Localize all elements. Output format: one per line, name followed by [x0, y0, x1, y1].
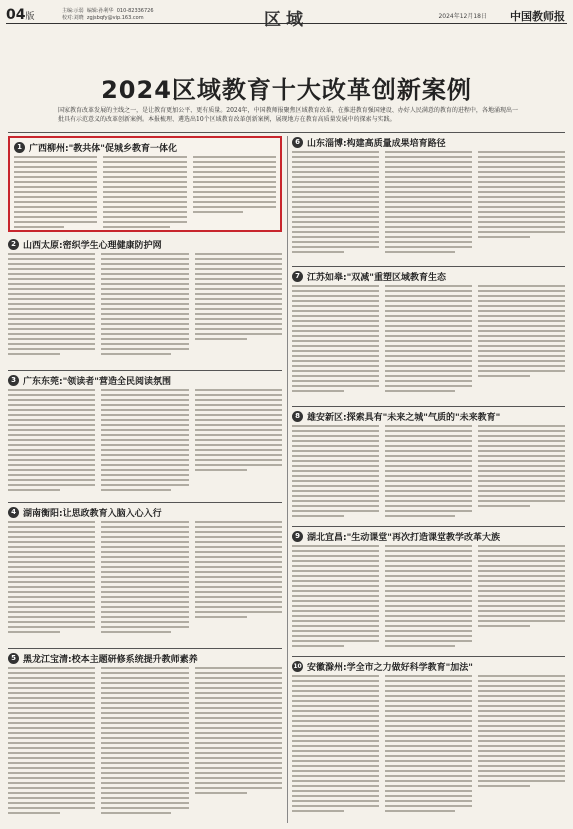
article-body — [8, 667, 282, 817]
article-title: 安徽滁州:学全市之力做好科学教育"加法" — [307, 662, 473, 673]
article-title: 山西太原:密织学生心理健康防护网 — [23, 240, 162, 251]
editor-info: 主编:示弱 编辑:孙利华 010-82336726 校对:刘晓 zgjsbqfy@vip.163.com — [62, 8, 154, 21]
article-title: 湖南衡阳:让思政教育入脑入心入行 — [23, 508, 162, 519]
article-body — [8, 389, 282, 494]
article-card[interactable] — [8, 238, 282, 366]
article-body — [292, 675, 565, 815]
article-title: 江苏如皋:"双减"重塑区域教育生态 — [307, 272, 446, 283]
article-body — [292, 285, 565, 395]
divider — [292, 266, 565, 267]
divider — [8, 132, 565, 133]
article-card[interactable] — [8, 374, 282, 498]
article-number-badge: 9 — [292, 531, 303, 542]
article-card[interactable] — [8, 136, 282, 232]
article-number-badge: 10 — [293, 662, 302, 670]
column-divider — [287, 136, 288, 823]
divider — [292, 526, 565, 527]
divider — [8, 370, 282, 371]
divider — [292, 656, 565, 657]
page-headline: 2024区域教育十大改革创新案例 — [101, 76, 472, 104]
article-title: 山东淄博:构建高质量成果培育路径 — [307, 138, 446, 149]
article-body — [14, 156, 276, 231]
article-card[interactable] — [8, 652, 282, 822]
page-number: 04版 — [6, 7, 35, 23]
article-card[interactable] — [292, 136, 565, 262]
divider — [8, 502, 282, 503]
article-title: 广西柳州:"教共体"促城乡教育一体化 — [29, 143, 177, 154]
article-body — [292, 425, 565, 520]
article-number-badge: 6 — [292, 137, 303, 148]
article-title: 湖北宜昌:"生动课堂"再次打造课堂教学改革大族 — [307, 532, 500, 543]
intro-paragraph: 国家教育改革发展的主线之一，是让教育更加公平、更有质量。2024年，中国教师报聚焦区域教育改革，在推进教育强国建设、办好人民满意的教育的进程中，各地涌现出一批具有示范意义的改革创新案例。本报梳理、遴选出10个区域教育改革创新案例，展现地方在教育高质量发展中的探索与实践。 — [58, 107, 518, 123]
article-card[interactable] — [8, 506, 282, 644]
page-header — [6, 6, 567, 30]
article-number-badge: 2 — [8, 239, 19, 250]
article-body — [8, 521, 282, 636]
article-body — [8, 253, 282, 358]
issue-date: 2024年12月18日 — [438, 13, 487, 20]
article-number-badge: 4 — [8, 507, 19, 518]
article-number-badge: 8 — [292, 411, 303, 422]
masthead: 中国教师报 — [510, 10, 565, 23]
article-body — [292, 151, 565, 256]
article-title: 黑龙江宝清:校本主题研修系统提升教师素养 — [23, 654, 198, 665]
article-body — [292, 545, 565, 650]
article-card[interactable] — [292, 270, 565, 402]
article-title: 雄安新区:探索具有"未来之城"气质的"未来教育" — [307, 412, 501, 423]
divider — [292, 406, 565, 407]
article-number-badge: 3 — [8, 375, 19, 386]
article-card[interactable] — [292, 530, 565, 652]
article-number-badge: 1 — [14, 142, 25, 153]
article-card[interactable] — [292, 410, 565, 522]
article-number-badge: 5 — [8, 653, 19, 664]
article-number-badge: 7 — [292, 271, 303, 282]
section-title: 区域 — [264, 10, 308, 30]
article-card[interactable] — [292, 660, 565, 822]
divider — [8, 648, 282, 649]
article-title: 广东东莞:"领读者"营造全民阅读氛围 — [23, 376, 171, 387]
